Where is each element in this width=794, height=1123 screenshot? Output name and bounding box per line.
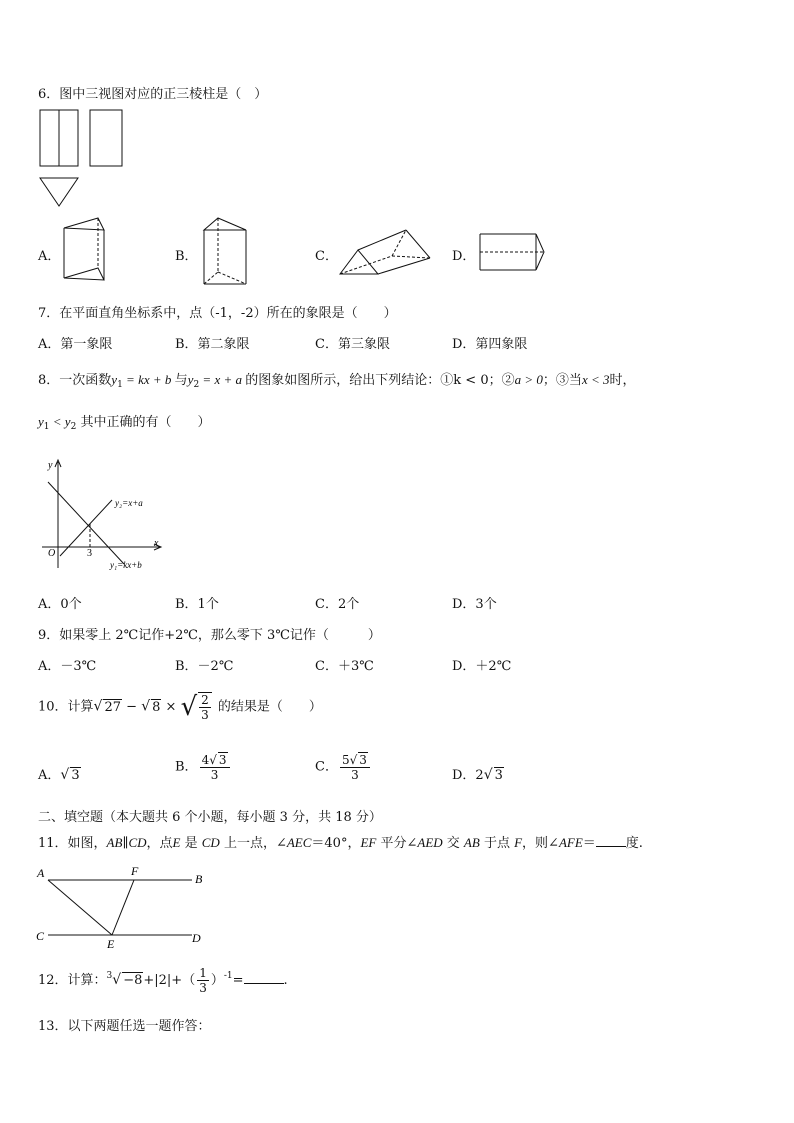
q9-option-d[interactable]: D．＋2℃ [452, 659, 512, 674]
q8-option-a[interactable]: A．0个 [38, 597, 82, 612]
q6-option-c[interactable]: C． [315, 249, 338, 264]
point-f-label: F [131, 864, 139, 878]
q10-option-b[interactable]: B． $\frac{4√ 3}{3}$ [175, 752, 232, 782]
question-8-stem: 8．一次函数$y_1$ = kx + b 与$y_2 = x + a$ 的图象如图所示，给出下列结论：①k < 0；②a > 0；③当x < 3时， [38, 372, 636, 390]
q8-option-c[interactable]: C．2个 [315, 597, 360, 612]
point-e-label: E [107, 937, 115, 950]
q7-option-a[interactable]: A．第一象限 [38, 337, 113, 352]
segment-ae [48, 880, 112, 935]
line-y2 [60, 500, 112, 556]
question-8-stem-line2: $y_1 < y_2$ 其中正确的有（ ） [38, 414, 211, 432]
q6-option-d[interactable]: D． [452, 249, 476, 264]
q12-answer-blank[interactable] [244, 983, 284, 984]
q11-answer-blank[interactable] [596, 846, 626, 847]
q9-option-a[interactable]: A．－3℃ [38, 659, 97, 674]
point-d-label: D [192, 931, 201, 945]
question-6-stem: 6．图中三视图对应的正三棱柱是（ ） [38, 87, 268, 102]
side-view [90, 110, 122, 166]
segment-fe [112, 880, 134, 935]
top-view [40, 178, 78, 206]
question-13-stem: 13．以下两题任选一题作答： [38, 1019, 211, 1034]
q7-option-d[interactable]: D．第四象限 [452, 337, 528, 352]
q7-option-b[interactable]: B．第二象限 [175, 337, 250, 352]
line-y1-label: y₁=kx+b [110, 560, 142, 570]
parallel-lines-figure [34, 860, 214, 950]
y-axis-label: y [48, 460, 53, 471]
point-c-label: C [36, 929, 45, 943]
prism-c-figure [336, 224, 436, 280]
three-view-figure [36, 106, 128, 210]
q6-option-b[interactable]: B． [175, 249, 198, 264]
prism-a-figure [60, 214, 110, 284]
line-y2-label: y₂=x+a [115, 498, 143, 508]
prism-d-figure [474, 230, 550, 274]
q10-option-d[interactable]: D．2√ 3 [452, 767, 503, 783]
q6-option-a[interactable]: A． [38, 249, 61, 264]
section-2-heading: 二、填空题（本大题共 6 个小题，每小题 3 分，共 18 分） [38, 810, 382, 825]
q10-option-a[interactable]: A．√ 3 [38, 767, 80, 783]
question-10-stem: 10．计算√ 27 − √ 8 × √ $\frac{2}{3}$ 的结果是（ ） [38, 692, 322, 722]
line-y1 [48, 482, 124, 564]
question-7-stem: 7．在平面直角坐标系中，点（-1，-2）所在的象限是（ ） [38, 306, 397, 321]
origin-label: O [48, 548, 56, 559]
x-axis-label: x [154, 538, 159, 549]
point-b-label: B [195, 872, 203, 886]
prism-b-figure [198, 214, 252, 290]
question-12-stem: 12．计算：$^3$√ −8+|2|+（ $\frac{1}{3}$ ）$^{-1}$= . [38, 966, 288, 995]
tick-3-label: 3 [87, 548, 92, 559]
point-a-label: A [37, 866, 45, 880]
question-11-stem: 11．如图，AB∥CD，点E 是 CD 上一点，∠AEC＝40°，EF 平分∠AED 交 AB 于点 F，则∠AFE＝ 度. [38, 835, 643, 851]
linear-functions-graph [40, 456, 170, 576]
q9-option-c[interactable]: C．＋3℃ [315, 659, 374, 674]
q10-option-c[interactable]: C． $\frac{5√ 3}{3}$ [315, 752, 372, 782]
q9-option-b[interactable]: B．－2℃ [175, 659, 234, 674]
q8-option-b[interactable]: B．1个 [175, 597, 219, 612]
q7-option-c[interactable]: C．第三象限 [315, 337, 390, 352]
q8-option-d[interactable]: D．3个 [452, 597, 497, 612]
question-9-stem: 9．如果零上 2℃记作+2℃，那么零下 3℃记作（ ） [38, 628, 381, 643]
